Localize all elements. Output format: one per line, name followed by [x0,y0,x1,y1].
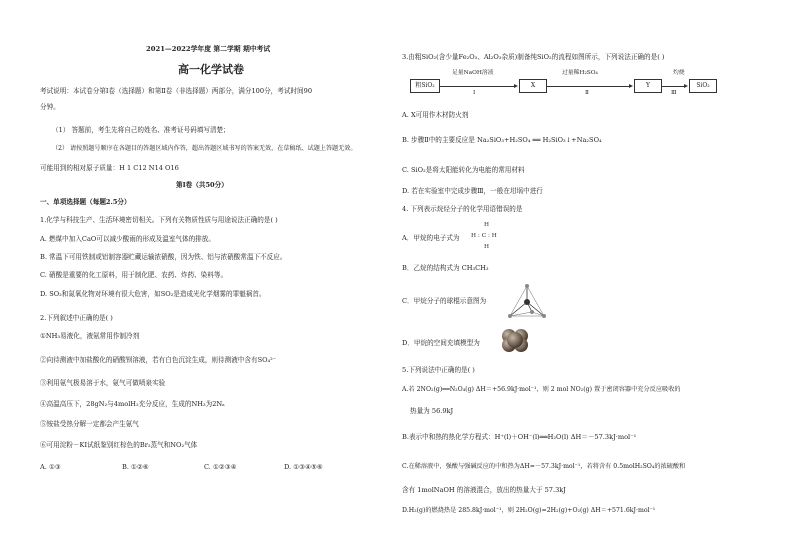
q2-option-c: C. ①②③④ [204,463,237,471]
flow-arrow [439,86,515,87]
q2-option-b: B. ①②⑥ [122,463,149,471]
q1-option-b: B. 常温下可用铁制或铝制容器贮藏运输浓硝酸，因为铁、铝与浓硝酸常温下不反应。 [40,253,287,261]
q5-option-b: B.表示中和热的热化学方程式：H⁺(l)＋OH⁻(l)══H₂O(l) ΔH＝－57.3kJ·mol⁻¹ [402,433,637,441]
q4-option-a: A．甲烷的电子式为 [402,234,460,242]
electron-formula-middle: H : C : H [471,233,497,239]
q1-option-c: C. 硝酸是重要的化工原料，用于制化肥、农药、炸药、染料等。 [40,271,228,279]
flow-step3-label: 灼烧 [673,70,685,76]
q3-option-a: A. X可用作木材防火剂 [402,111,469,119]
section-title: 一、单项选择题（每题2.5分） [40,198,131,206]
q2-stem: 2.下列叙述中正确的是( ) [40,314,113,322]
q5-option-a-cont: 热量为 56.9kJ [410,407,454,415]
ball-stick-model-image [502,282,552,322]
instruction-line: （2） 请按照题号顺序在各题目的答题区域内作答，超出答题区域书写的答案无效，在草稿纸、试题上答题无效。 [52,145,357,152]
q3-stem: 3.由粗SiO₂(含少量Fe₂O₃、Al₂O₃杂质)制备纯SiO₂的流程如图所示，下列说法正确的是( ) [402,53,665,61]
electron-formula-bottom: H [484,244,490,250]
q3-option-b: B. 步骤Ⅱ中的主要反应是 Na₂SiO₃+H₂SO₄ ══ H₂SiO₃↓+Na₂SO₄ [402,136,602,144]
part1-title: 第Ⅰ卷（共50分） [176,181,228,189]
q4-option-c: C．甲烷分子的球棍示意图为 [402,297,487,305]
q2-item: ①NH₃易液化，液氨常用作制冷剂 [40,332,140,340]
q2-item: ②向待测液中加盐酸化的硝酸钡溶液，若有白色沉淀生成，则待测液中含有SO₄²⁻ [40,356,277,364]
q2-option-d: D. ①③④⑤⑥ [284,463,323,471]
exam-title: 高一化学试卷 [178,63,244,76]
q2-item: ⑤铵盐受热分解一定都会产生氨气 [40,420,139,428]
electron-formula-top: H [484,222,490,228]
q5-option-c-cont: 含有 1molNaOH 的溶液混合，放出的热量大于 57.3kJ [402,486,566,494]
flow-box-y: Y [634,79,662,93]
flow-box-end: SiO₂ [689,79,717,93]
q2-item: ⑥可用淀粉－KI试纸鉴别红棕色的Br₂蒸气和NO₂气体 [40,441,198,449]
flow-step1-num: Ⅰ [473,90,476,96]
q4-stem: 4. 下列表示烷烃分子的化学用语错误的是 [402,205,523,213]
q5-option-a: A.若 2NO₂(g)══N₂O₄(g) ΔH＝+56.9kJ·mol⁻¹，则 2 mol NO₂(g) 置于密闭容器中充分反应吸收的 [402,386,681,393]
flow-step3-num: Ⅲ [671,90,677,96]
flow-box-x: X [519,79,547,93]
flow-arrowhead [684,84,688,88]
q2-item: ③利用氨气极易溶于水，氨气可做喷泉实验 [40,379,166,387]
flow-step2-label: 过量稀H₂SO₄ [562,70,598,76]
q4-option-d: D．甲烷的空间充填模型为 [402,339,480,347]
flow-step1-label: 足量NaOH溶液 [452,70,494,76]
instruction-line: （1） 答题前，考生先将自己的姓名、准考证号码填写清楚； [52,126,230,134]
q2-item: ④高温高压下，28gN₂与4molH₂充分反应，生成的NH₃为2Nₐ [40,400,225,408]
q1-option-d: D. SO₂和氮氧化物对环境有很大危害，如SO₂是造成光化学烟雾的罪魁祸首。 [40,290,266,298]
q5-option-d: D.H₂(g)的燃烧热是 285.8kJ·mol⁻¹，则 2H₂O(g)=2H₂(g)+O₂(g) ΔH＝+571.6kJ·mol⁻¹ [402,507,656,514]
q5-stem: 5.下列说法中正确的是( ) [402,366,475,374]
flow-arrowhead [514,84,518,88]
instruction-line: 考试说明：本试卷分第Ⅰ卷（选择题）和第Ⅱ卷（非选择题）两部分，满分100分，考试时间90 [40,87,313,95]
flow-arrow [661,86,685,87]
q4-option-b: B．乙烷的结构式为 CH₃CH₃ [402,264,489,272]
space-filling-model-image [500,327,530,353]
q1-option-a: A. 燃煤中加入CaO可以减少酸雨的形成及温室气体的排放。 [40,235,215,243]
flow-arrowhead [629,84,633,88]
q3-option-d: D. 若在实验室中完成步骤Ⅲ，一般在坩埚中进行 [402,187,543,195]
exam-header: 2021—2022学年度 第二学期 期中考试 [146,45,271,53]
instruction-line: 可能用到的相对原子质量：H 1 C12 N14 O16 [40,164,179,172]
q2-option-a: A. ①③ [40,463,61,471]
q1-stem: 1.化学与科技生产、生活环境密切相关。下列有关物质性质与用途说法正确的是( ) [40,216,278,224]
q5-option-c: C.在稀溶液中，强酸与强碱反应的中和热为ΔH=－57.3kJ·mol⁻¹，若将含有 0.5molH₂SO₄的浓硫酸和 [402,463,686,470]
flow-box-start: 粗SiO₂ [410,79,440,93]
q3-option-c: C. SiO₂是将太阳能转化为电能的常用材料 [402,166,525,174]
flow-arrow [546,86,630,87]
flow-step2-num: Ⅱ [585,90,589,96]
instruction-line: 分钟。 [40,103,60,111]
